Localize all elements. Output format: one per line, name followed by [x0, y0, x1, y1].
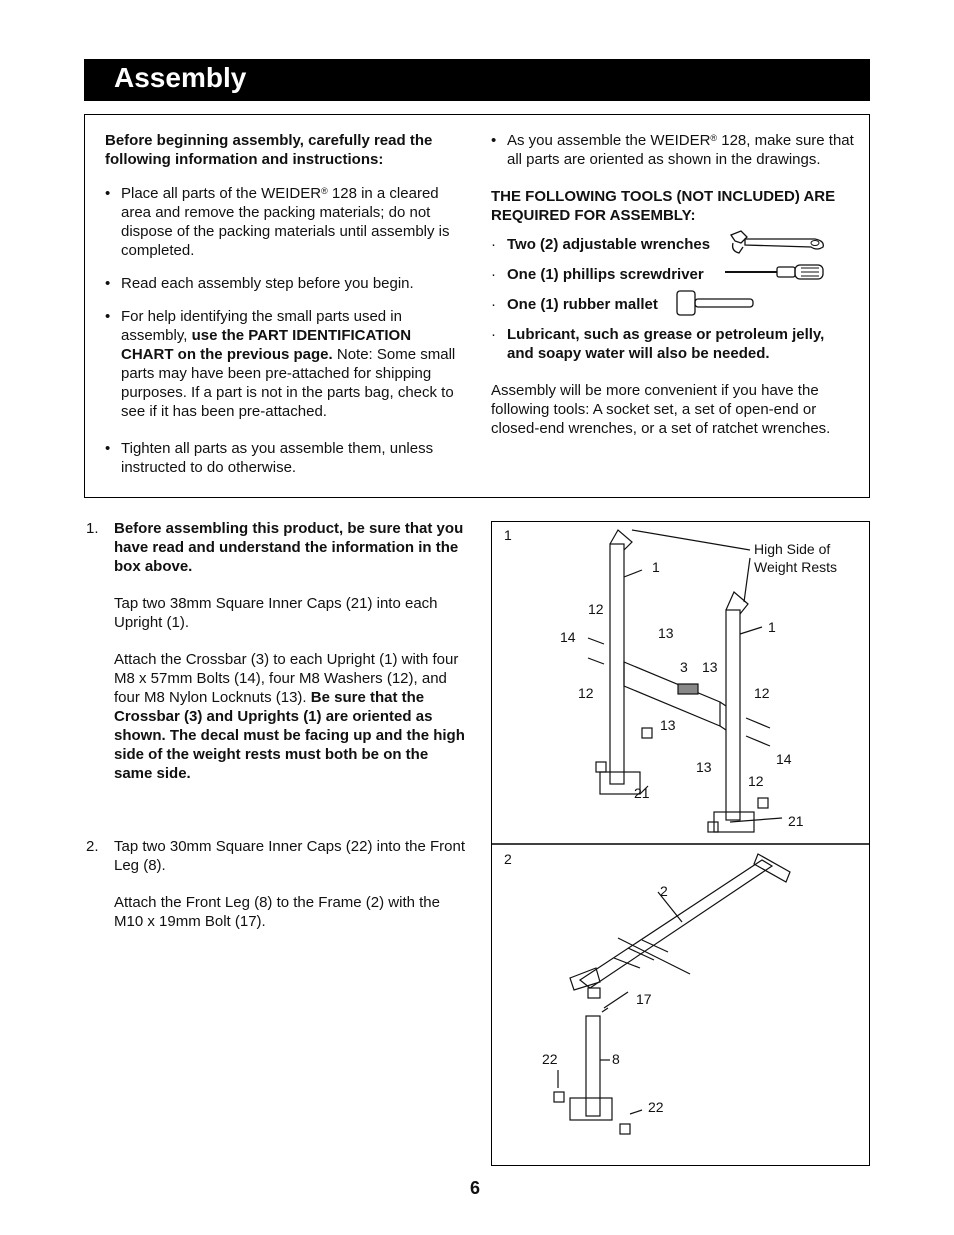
screwdriver-icon	[723, 263, 827, 283]
assembly-illustration	[492, 522, 869, 1165]
figure-2-drawing	[554, 854, 790, 1134]
part-label: 12	[578, 685, 594, 701]
part-label: 21	[788, 813, 804, 829]
step-paragraph: Tap two 30mm Square Inner Caps (22) into the Front Leg (8).	[114, 838, 466, 874]
assembly-steps	[86, 519, 466, 931]
section-title-bar	[84, 59, 870, 101]
part-label: 2	[660, 883, 668, 899]
list-item: • Read each assembly step before you begin.	[105, 275, 414, 292]
step-paragraph: Attach the Front Leg (8) to the Frame (2) with the M10 x 19mm Bolt (17).	[114, 894, 440, 930]
step-paragraph: Tap two 38mm Square Inner Caps (21) into each Upright (1).	[114, 595, 438, 631]
page-title: Assembly	[114, 62, 247, 93]
tool-item-lubricant: · Lubricant, such as grease or petroleum jelly, and soapy water will also be needed.	[491, 326, 825, 362]
step-paragraph: Attach the Crossbar (3) to each Upright (1) with four M8 x 57mm Bolts (14), four M8 Washers (12), and four M8 Nylon Locknuts (13). Be sure that the Crossbar (3) and Uprights (1) are oriented as shown. The decal must be facing up and the high side of the weight rests must both be on the same side.	[114, 651, 465, 782]
step-2	[86, 837, 466, 931]
step-intro: Before assembling this product, be sure that you have read and understand the information in the box above.	[114, 520, 464, 575]
tool-item-mallet: · One (1) rubber mallet	[491, 295, 855, 325]
list-item: • For help identifying the small parts used in assembly, use the PART IDENTIFICATION CHART on the previous page. Note: Some small parts may have been pre-attached for shipping purposes. If a part is not in the parts bag, check to see if it has been pre-attached.	[105, 308, 456, 420]
instructions-right-column	[491, 131, 855, 438]
instructions-left-column	[105, 131, 465, 477]
step-number: 1.	[86, 520, 99, 537]
list-item: • As you assemble the WEIDER® 128, make sure that all parts are oriented as shown in the drawings.	[491, 132, 854, 168]
part-label: 22	[542, 1051, 558, 1067]
part-label: 1	[768, 619, 776, 635]
part-label: 13	[660, 717, 676, 733]
wrench-icon	[727, 229, 827, 255]
part-label: 14	[560, 629, 576, 645]
part-label: 12	[748, 773, 764, 789]
part-label: 17	[636, 991, 652, 1007]
part-label: 12	[754, 685, 770, 701]
tool-item-wrenches: · Two (2) adjustable wrenches	[491, 235, 855, 265]
instructions-box	[84, 114, 870, 498]
part-label: 21	[634, 785, 650, 801]
list-item: • Tighten all parts as you assemble them, unless instructed to do otherwise.	[105, 440, 434, 476]
part-label: 14	[776, 751, 792, 767]
callout-high-side-line2: Weight Rests	[754, 559, 837, 575]
box-intro: Before beginning assembly, carefully read the following information and instructions:	[105, 132, 433, 168]
part-label: 8	[612, 1051, 620, 1067]
page-number: 6	[470, 1178, 481, 1198]
tool-item-screwdriver: · One (1) phillips screwdriver	[491, 265, 855, 295]
part-label: 22	[648, 1099, 664, 1115]
mallet-icon	[675, 289, 755, 317]
convenient-tools-note: Assembly will be more convenient if you have the following tools: A socket set, a set of open-end or closed-end wrenches, or a set of ratchet wrenches.	[491, 382, 831, 437]
step-number: 2.	[86, 838, 99, 855]
figure-1-number: 1	[504, 527, 512, 543]
tools-heading: THE FOLLOWING TOOLS (NOT INCLUDED) ARE REQUIRED FOR ASSEMBLY:	[491, 188, 836, 224]
callout-high-side-line1: High Side of	[754, 541, 831, 557]
part-label: 3	[680, 659, 688, 675]
step-1	[86, 519, 466, 783]
assembly-diagram	[491, 521, 870, 1166]
part-label: 12	[588, 601, 604, 617]
part-label: 13	[696, 759, 712, 775]
part-label: 1	[652, 559, 660, 575]
figure-2-number: 2	[504, 851, 512, 867]
list-item: • Place all parts of the WEIDER® 128 in a cleared area and remove the packing materials; do not dispose of the packing materials until assembly is completed.	[105, 185, 450, 259]
part-label: 13	[702, 659, 718, 675]
part-label: 13	[658, 625, 674, 641]
